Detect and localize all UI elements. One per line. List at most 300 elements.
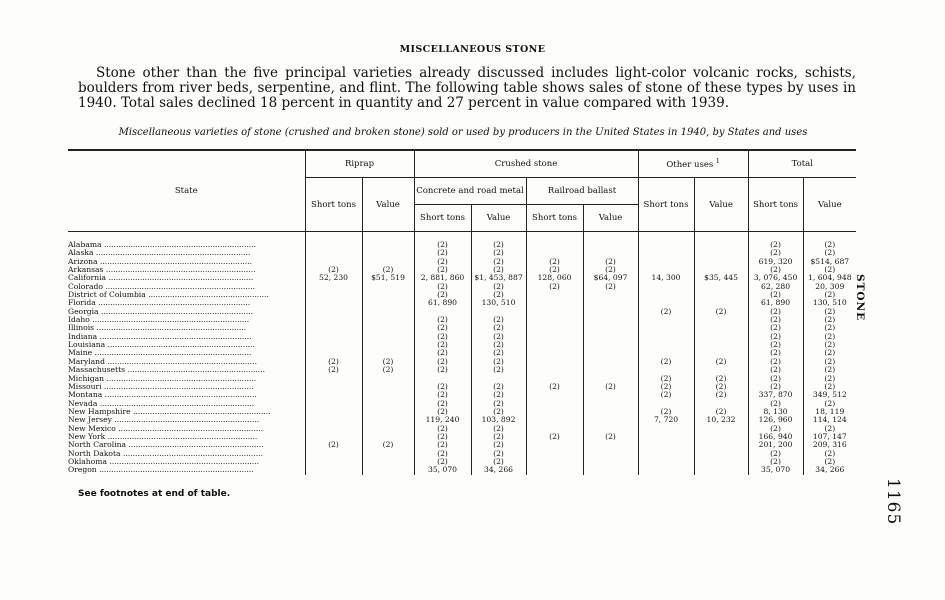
table-cell: (2) — [471, 383, 526, 391]
table-cell — [583, 400, 638, 408]
table-cell — [694, 400, 748, 408]
table-row — [68, 341, 856, 349]
table-cell — [694, 333, 748, 341]
table-cell — [638, 441, 694, 449]
riprap-header: Riprap — [305, 150, 414, 178]
table-cell: (2) — [471, 349, 526, 357]
table-cell — [305, 408, 362, 416]
table-cell — [638, 266, 694, 274]
table-cell — [526, 425, 583, 433]
table-cell — [305, 258, 362, 266]
table-cell: (2) — [471, 358, 526, 366]
table-cell — [526, 308, 583, 316]
table-cell: (2) — [362, 366, 414, 374]
table-cell — [362, 458, 414, 466]
table-cell: 34, 266 — [803, 466, 856, 474]
table-cell: (2) — [748, 333, 803, 341]
table-cell — [305, 375, 362, 383]
riprap-value-header: Value — [362, 178, 414, 232]
table-cell: 130, 510 — [803, 299, 856, 307]
table-cell: 107, 147 — [803, 433, 856, 441]
table-cell: (2) — [414, 341, 471, 349]
table-cell: (2) — [414, 366, 471, 374]
state-name: North Carolina ........................................................ — [68, 441, 264, 450]
table-cell — [362, 316, 414, 324]
table-cell: (2) — [526, 283, 583, 291]
table-row — [68, 249, 856, 257]
table-cell: (2) — [803, 241, 856, 249]
table-cell: 35, 070 — [414, 466, 471, 474]
table-row — [68, 400, 856, 408]
table-cell — [694, 341, 748, 349]
table-row — [68, 383, 856, 391]
ballast-value-header: Value — [583, 205, 638, 232]
table-row — [68, 358, 856, 366]
table-cell — [362, 324, 414, 332]
table-cell — [694, 433, 748, 441]
table-cell — [694, 241, 748, 249]
table-cell — [583, 391, 638, 399]
table-cell: (2) — [803, 383, 856, 391]
table-cell — [526, 316, 583, 324]
table-cell: $35, 445 — [694, 274, 748, 282]
table-cell — [526, 375, 583, 383]
table-cell: (2) — [638, 375, 694, 383]
table-cell — [583, 241, 638, 249]
state-name: Oregon ................................................................ — [68, 466, 254, 475]
table-cell: (2) — [305, 358, 362, 366]
table-cell — [638, 450, 694, 458]
table-cell: (2) — [471, 333, 526, 341]
table-cell: (2) — [748, 366, 803, 374]
table-cell — [362, 283, 414, 291]
table-cell: (2) — [414, 349, 471, 357]
table-cell — [638, 425, 694, 433]
table-cell — [694, 324, 748, 332]
table-cell: (2) — [414, 400, 471, 408]
table-cell: (2) — [748, 241, 803, 249]
section-title: MISCELLANEOUS STONE — [399, 44, 546, 55]
table-row — [68, 416, 856, 424]
riprap-short-tons-header: Short tons — [305, 178, 362, 232]
state-name: Maine ................................................................. — [68, 349, 252, 358]
table-cell: (2) — [803, 291, 856, 299]
table-cell: 61, 890 — [748, 299, 803, 307]
table-cell — [583, 349, 638, 357]
table-cell — [583, 249, 638, 257]
table-cell — [638, 341, 694, 349]
table-row — [68, 258, 856, 266]
total-value-header: Value — [803, 178, 856, 232]
table-cell — [362, 400, 414, 408]
table-row — [68, 408, 856, 416]
table-cell — [526, 324, 583, 332]
table-row — [68, 291, 856, 299]
table-cell: 52, 230 — [305, 274, 362, 282]
table-cell — [526, 458, 583, 466]
table-cell: (2) — [471, 391, 526, 399]
state-name: Alabama ............................................................... — [68, 241, 257, 249]
table-row — [68, 349, 856, 357]
table-row — [68, 375, 856, 383]
running-head: STONE — [854, 274, 866, 322]
table-cell: (2) — [471, 324, 526, 332]
table-cell — [305, 299, 362, 307]
table-cell — [638, 316, 694, 324]
table-cell: 349, 512 — [803, 391, 856, 399]
table-cell — [305, 249, 362, 257]
state-name: Florida ............................................................... — [68, 299, 251, 308]
table-cell: 18, 119 — [803, 408, 856, 416]
table-cell — [362, 416, 414, 424]
table-cell — [362, 333, 414, 341]
table-cell — [362, 383, 414, 391]
table-cell: (2) — [526, 258, 583, 266]
table-cell — [362, 308, 414, 316]
table-cell: (2) — [583, 258, 638, 266]
table-cell — [583, 408, 638, 416]
table-cell — [583, 308, 638, 316]
state-name: Indiana ............................................................... — [68, 332, 252, 341]
state-name: Oklahoma .............................................................. — [68, 457, 260, 466]
table-cell: (2) — [414, 391, 471, 399]
table-cell: (2) — [414, 425, 471, 433]
table-cell — [694, 349, 748, 357]
table-cell: (2) — [748, 316, 803, 324]
table-row — [68, 308, 856, 316]
table-cell: (2) — [748, 324, 803, 332]
table-cell: $51, 519 — [362, 274, 414, 282]
table-cell: (2) — [748, 291, 803, 299]
state-name: Arkansas .............................................................. — [68, 266, 256, 275]
table-cell: (2) — [583, 283, 638, 291]
table-cell: (2) — [583, 266, 638, 274]
table-cell — [526, 358, 583, 366]
table-cell — [362, 408, 414, 416]
table-cell — [362, 375, 414, 383]
table-cell — [526, 450, 583, 458]
table-row — [68, 425, 856, 433]
table-cell: (2) — [748, 308, 803, 316]
table-cell: (2) — [803, 324, 856, 332]
other-short-tons-header: Short tons — [638, 178, 694, 232]
state-name: Alaska ................................................................ — [68, 249, 251, 258]
table-cell: (2) — [414, 441, 471, 449]
table-cell: (2) — [748, 400, 803, 408]
table-cell: (2) — [471, 249, 526, 257]
table-cell: (2) — [803, 450, 856, 458]
table-cell — [638, 324, 694, 332]
table-cell: 103, 892 — [471, 416, 526, 424]
other-value-header: Value — [694, 178, 748, 232]
table-cell: (2) — [471, 341, 526, 349]
table-cell: (2) — [414, 283, 471, 291]
table-cell: 166, 940 — [748, 433, 803, 441]
table-spacer-row — [68, 232, 856, 242]
table-cell: 619, 320 — [748, 258, 803, 266]
table-cell — [526, 441, 583, 449]
table-cell — [583, 358, 638, 366]
table-row — [68, 333, 856, 341]
table-cell — [362, 425, 414, 433]
table-cell: (2) — [583, 383, 638, 391]
table-cell — [583, 425, 638, 433]
table-cell — [583, 466, 638, 474]
table-cell: (2) — [471, 425, 526, 433]
page-number: 1165 — [883, 478, 903, 526]
table-cell: (2) — [803, 366, 856, 374]
table-cell: (2) — [748, 341, 803, 349]
table-cell — [362, 341, 414, 349]
table-cell: (2) — [471, 366, 526, 374]
table-cell: (2) — [803, 358, 856, 366]
table-cell: (2) — [748, 349, 803, 357]
table-cell — [638, 366, 694, 374]
table-cell — [526, 416, 583, 424]
concrete-value-header: Value — [471, 205, 526, 232]
table-cell: (2) — [414, 358, 471, 366]
table-cell — [638, 333, 694, 341]
table-cell: 3, 076, 450 — [748, 274, 803, 282]
table-row — [68, 441, 856, 449]
table-cell: (2) — [694, 383, 748, 391]
table-cell: $514, 687 — [803, 258, 856, 266]
table-cell: 14, 300 — [638, 274, 694, 282]
table-cell — [638, 433, 694, 441]
table-cell: (2) — [414, 458, 471, 466]
table-cell — [362, 450, 414, 458]
state-column-header: State — [68, 150, 305, 232]
table-cell — [694, 441, 748, 449]
table-cell — [583, 291, 638, 299]
table-cell — [638, 241, 694, 249]
table-cell: 62, 280 — [748, 283, 803, 291]
table-row — [68, 366, 856, 374]
table-cell — [583, 299, 638, 307]
table-cell — [305, 291, 362, 299]
table-cell — [638, 400, 694, 408]
table-cell — [583, 366, 638, 374]
table-cell — [526, 400, 583, 408]
table-cell: (2) — [803, 400, 856, 408]
table-cell: (2) — [803, 349, 856, 357]
table-cell: (2) — [471, 441, 526, 449]
table-cell: (2) — [694, 308, 748, 316]
table-cell — [526, 299, 583, 307]
table-cell: (2) — [638, 358, 694, 366]
state-name: Michigan .............................................................. — [68, 374, 257, 383]
state-name: Illinois .............................................................. — [68, 324, 247, 333]
table-cell: 20, 309 — [803, 283, 856, 291]
table-cell — [694, 316, 748, 324]
table-cell — [414, 375, 471, 383]
table-row — [68, 324, 856, 332]
table-cell: (2) — [414, 249, 471, 257]
table-cell: (2) — [803, 458, 856, 466]
table-cell — [305, 416, 362, 424]
table-cell: (2) — [414, 450, 471, 458]
table-cell: (2) — [748, 458, 803, 466]
table-cell: (2) — [414, 266, 471, 274]
table-cell — [583, 458, 638, 466]
table-row — [68, 283, 856, 291]
table-cell — [694, 291, 748, 299]
table-cell: (2) — [526, 266, 583, 274]
state-name: Louisiana ............................................................. — [68, 341, 255, 350]
state-name: New Hampshire ......................................................... — [68, 407, 271, 416]
table-cell — [694, 366, 748, 374]
table-cell — [526, 333, 583, 341]
table-cell — [526, 241, 583, 249]
table-cell: (2) — [471, 266, 526, 274]
table-cell: (2) — [414, 383, 471, 391]
table-cell: (2) — [803, 425, 856, 433]
table-cell: 130, 510 — [471, 299, 526, 307]
state-name: New York .............................................................. — [68, 432, 258, 441]
table-cell: (2) — [803, 375, 856, 383]
table-cell: (2) — [471, 458, 526, 466]
state-name: Arizona ............................................................... — [68, 257, 253, 266]
table-cell: (2) — [803, 316, 856, 324]
table-cell — [305, 324, 362, 332]
table-cell — [305, 383, 362, 391]
table-cell — [305, 400, 362, 408]
table-cell — [638, 466, 694, 474]
table-cell — [694, 258, 748, 266]
table-row — [68, 433, 856, 441]
table-cell: (2) — [305, 441, 362, 449]
table-cell: (2) — [748, 450, 803, 458]
state-name: Maryland .............................................................. — [68, 357, 258, 366]
concrete-road-metal-header: Concrete and road metal — [414, 178, 526, 205]
table-cell — [694, 266, 748, 274]
table-row — [68, 466, 856, 474]
table-cell: 337, 870 — [748, 391, 803, 399]
table-cell — [305, 308, 362, 316]
table-cell — [638, 258, 694, 266]
state-name: New Mexico ............................................................ — [68, 424, 264, 433]
table-cell — [694, 450, 748, 458]
table-cell — [526, 291, 583, 299]
table-cell — [526, 391, 583, 399]
table-cell: (2) — [414, 333, 471, 341]
state-name: North Dakota .......................................................... — [68, 449, 263, 458]
other-uses-header — [638, 150, 748, 178]
table-cell — [305, 391, 362, 399]
state-name: District of Columbia .................................................. — [68, 291, 269, 300]
table-cell: (2) — [748, 383, 803, 391]
table-cell: (2) — [803, 333, 856, 341]
table-cell — [362, 433, 414, 441]
state-name: Georgia ............................................................... — [68, 307, 254, 316]
table-cell — [583, 416, 638, 424]
table-cell: (2) — [471, 283, 526, 291]
table-cell — [305, 450, 362, 458]
table-cell — [638, 299, 694, 307]
table-cell: 7, 720 — [638, 416, 694, 424]
table-cell: 114, 124 — [803, 416, 856, 424]
table-cell — [414, 308, 471, 316]
table-cell — [526, 249, 583, 257]
table-cell: (2) — [414, 316, 471, 324]
ballast-short-tons-header: Short tons — [526, 205, 583, 232]
table-cell — [305, 333, 362, 341]
table-cell: (2) — [638, 383, 694, 391]
table-cell: 126, 960 — [748, 416, 803, 424]
table-cell: (2) — [414, 291, 471, 299]
table-cell — [583, 341, 638, 349]
table-cell: (2) — [803, 249, 856, 257]
table-cell: $64, 097 — [583, 274, 638, 282]
table-cell: (2) — [748, 249, 803, 257]
table-cell — [305, 466, 362, 474]
table-cell: (2) — [471, 433, 526, 441]
table-cell: (2) — [471, 258, 526, 266]
stone-sales-table — [68, 149, 856, 475]
table-row — [68, 458, 856, 466]
table-cell: (2) — [694, 375, 748, 383]
table-cell: (2) — [748, 266, 803, 274]
table-cell — [694, 283, 748, 291]
table-cell: (2) — [526, 383, 583, 391]
table-cell: 201, 200 — [748, 441, 803, 449]
table-cell — [638, 283, 694, 291]
table-cell: (2) — [471, 291, 526, 299]
table-cell: 8, 130 — [748, 408, 803, 416]
table-cell — [305, 425, 362, 433]
table-cell — [362, 466, 414, 474]
table-cell: 61, 890 — [414, 299, 471, 307]
intro-paragraph: Stone other than the five principal varieties already discussed includes light-color volcanic rocks, schists, boulders from river beds, serpentine, and flint. The following table shows sales of stone of these types by uses in 1940. Total sales declined 18 percent in quantity and 27 percent in value compared with 1939. — [78, 65, 856, 111]
table-cell — [583, 333, 638, 341]
table-cell: (2) — [305, 266, 362, 274]
table-cell — [583, 450, 638, 458]
table-cell: (2) — [414, 408, 471, 416]
table-cell — [583, 441, 638, 449]
table-cell: (2) — [471, 316, 526, 324]
table-row — [68, 316, 856, 324]
table-cell — [362, 291, 414, 299]
table-cell — [305, 458, 362, 466]
table-row — [68, 391, 856, 399]
state-name: Idaho ................................................................. — [68, 316, 250, 325]
table-cell — [638, 291, 694, 299]
table-cell: (2) — [748, 375, 803, 383]
state-name: Nevada ................................................................ — [68, 399, 255, 408]
table-cell: (2) — [803, 308, 856, 316]
table-cell: (2) — [471, 400, 526, 408]
table-cell: 1, 604, 948 — [803, 274, 856, 282]
table-cell: (2) — [414, 258, 471, 266]
table-cell — [362, 249, 414, 257]
table-cell: (2) — [748, 425, 803, 433]
table-cell — [694, 425, 748, 433]
total-short-tons-header: Short tons — [748, 178, 803, 232]
table-cell: (2) — [414, 433, 471, 441]
table-cell — [305, 349, 362, 357]
table-cell: 35, 070 — [748, 466, 803, 474]
table-cell: (2) — [638, 391, 694, 399]
table-cell — [694, 466, 748, 474]
footnote: See footnotes at end of table. — [78, 489, 231, 499]
table-cell — [526, 408, 583, 416]
table-cell — [305, 283, 362, 291]
table-cell — [362, 258, 414, 266]
table-cell — [305, 341, 362, 349]
state-name: New Jersey ............................................................ — [68, 416, 260, 425]
table-cell — [583, 375, 638, 383]
table-cell: (2) — [471, 241, 526, 249]
